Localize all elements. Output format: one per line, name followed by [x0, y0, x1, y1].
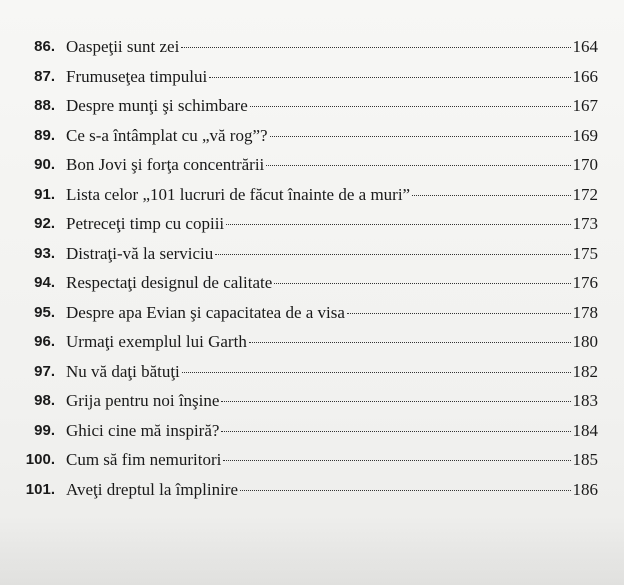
toc-entry — [0, 211, 624, 241]
dot-leader — [250, 106, 571, 107]
entry-page: 183 — [572, 391, 598, 410]
entry-page: 172 — [572, 184, 598, 204]
dot-leader — [412, 195, 570, 196]
dot-leader — [274, 283, 570, 284]
toc-entry — [0, 418, 624, 448]
toc-entry — [0, 477, 624, 507]
entry-number: 97. — [34, 362, 55, 380]
entry-number: 87. — [34, 67, 55, 85]
entry-page: 167 — [572, 96, 598, 115]
entry-title: Lista celor „101 lucruri de făcut înainte de a muri” — [66, 184, 411, 204]
entry-number: 95. — [34, 303, 55, 321]
entry-title: Petreceţi timp cu copiii — [66, 214, 225, 233]
entry-number: 93. — [34, 244, 55, 262]
entry-page: 176 — [572, 273, 598, 292]
dot-leader — [215, 254, 570, 255]
dot-leader — [347, 313, 571, 314]
toc-entry — [0, 34, 624, 64]
entry-page: 186 — [572, 479, 598, 499]
entry-title: Ghici cine mă inspiră? — [66, 420, 220, 440]
entry-page: 185 — [572, 450, 598, 469]
toc-entry — [0, 182, 624, 212]
entry-title: Aveţi dreptul la împlinire — [66, 479, 239, 499]
dot-leader — [226, 224, 570, 225]
entry-number: 90. — [34, 156, 55, 173]
entry-number: 96. — [34, 333, 55, 350]
entry-number: 100. — [25, 451, 55, 468]
toc-entry — [0, 152, 624, 182]
toc-entry — [0, 64, 624, 94]
entry-title: Respectaţi designul de calitate — [66, 273, 273, 292]
entry-title: Oaspeţii sunt zei — [66, 37, 180, 56]
dot-leader — [223, 460, 570, 461]
entry-number: 101. — [25, 480, 55, 498]
entry-title: Urmaţi exemplul lui Garth — [66, 332, 247, 351]
entry-title: Cum să fim nemuritori — [66, 450, 222, 469]
entry-number: 92. — [34, 215, 55, 232]
entry-page: 175 — [572, 243, 598, 263]
entry-page: 164 — [572, 37, 598, 56]
dot-leader — [221, 401, 570, 402]
entry-title: Bon Jovi şi forţa concentrării — [66, 155, 265, 174]
entry-title: Despre munţi şi schimbare — [66, 96, 248, 115]
entry-page: 184 — [572, 420, 598, 440]
entry-number: 94. — [34, 274, 55, 291]
toc-entry — [0, 359, 624, 389]
dot-leader — [249, 342, 571, 343]
entry-page: 180 — [572, 332, 598, 351]
toc-entry — [0, 300, 624, 330]
dot-leader — [221, 431, 570, 432]
toc-entry — [0, 447, 624, 477]
entry-title: Nu vă daţi bătuţi — [66, 361, 180, 381]
dot-leader — [266, 165, 570, 166]
entry-page: 166 — [572, 66, 598, 86]
dot-leader — [240, 490, 570, 491]
toc-entry — [0, 329, 624, 359]
entry-page: 178 — [572, 302, 598, 322]
dot-leader — [181, 47, 570, 48]
entry-title: Frumuseţea timpului — [66, 66, 208, 86]
toc-entry — [0, 241, 624, 271]
dot-leader — [209, 77, 570, 78]
entry-page: 182 — [572, 361, 598, 381]
entry-title: Despre apa Evian şi capacitatea de a visa — [66, 302, 345, 322]
entry-title: Ce s-a întâmplat cu „vă rog”? — [66, 125, 268, 145]
entry-number: 91. — [34, 185, 55, 203]
entry-page: 169 — [572, 125, 598, 145]
page-shadow — [0, 515, 624, 585]
entry-number: 88. — [34, 97, 55, 114]
entry-title: Distraţi-vă la serviciu — [66, 243, 214, 263]
entry-page: 170 — [572, 155, 598, 174]
entry-number: 86. — [34, 38, 55, 55]
toc-entry — [0, 93, 624, 123]
entry-number: 99. — [34, 421, 55, 439]
entry-title: Grija pentru noi înşine — [66, 391, 220, 410]
toc-entry — [0, 123, 624, 153]
dot-leader — [270, 136, 571, 137]
toc-entry — [0, 270, 624, 300]
entry-number: 89. — [34, 126, 55, 144]
toc-entry — [0, 388, 624, 418]
entry-page: 173 — [572, 214, 598, 233]
table-of-contents — [0, 34, 624, 506]
entry-number: 98. — [34, 392, 55, 409]
dot-leader — [182, 372, 571, 373]
